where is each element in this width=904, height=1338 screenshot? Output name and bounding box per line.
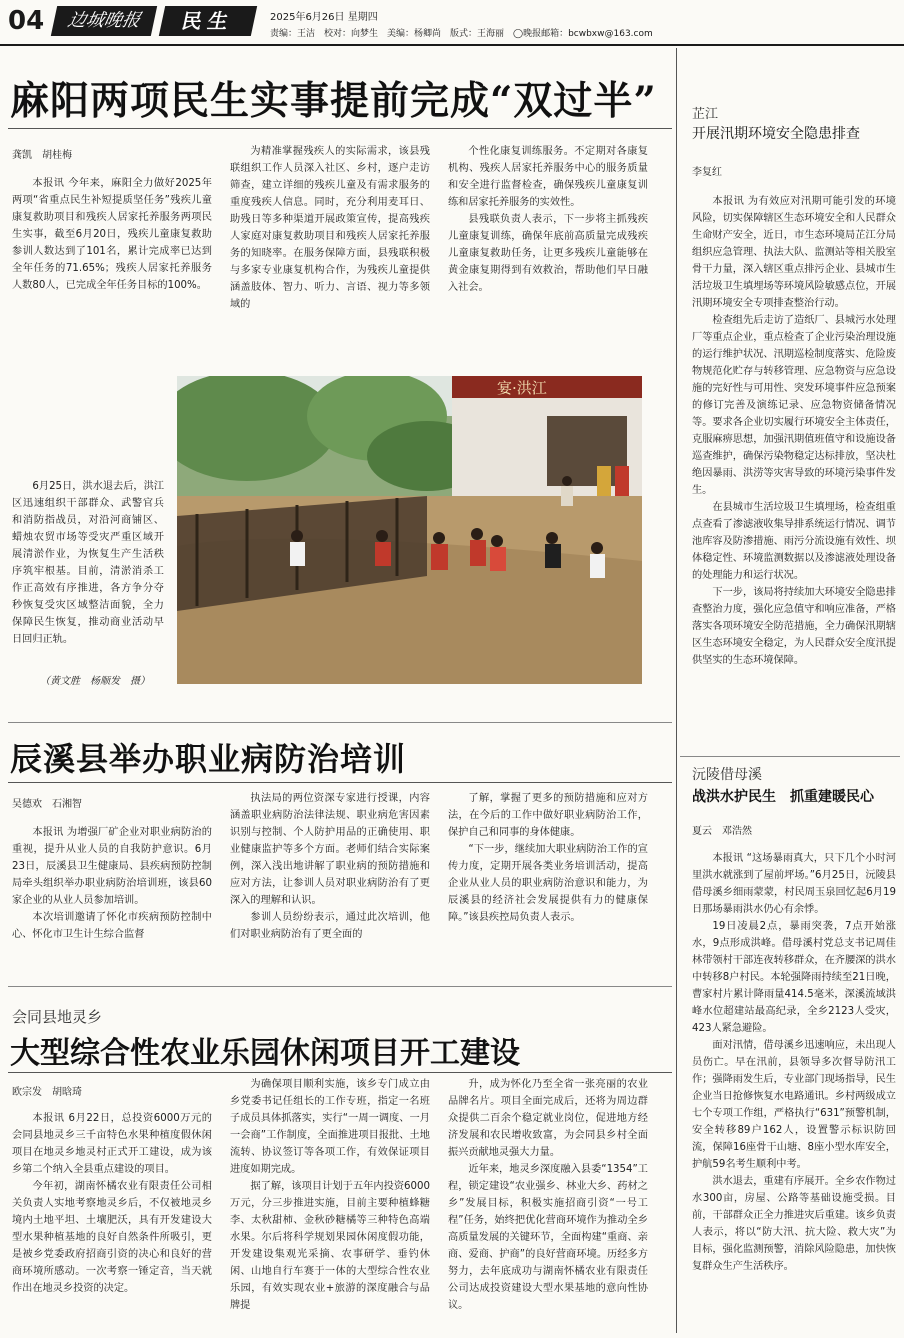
paper-name-logo: 边城晚报 bbox=[51, 6, 157, 36]
sidebar1-kicker: 芷江 bbox=[692, 107, 719, 122]
restaurant-sign-text: 宴·洪江 bbox=[497, 379, 547, 397]
article1-col3: 个性化康复训练服务。不定期对各康复机构、残疾人居家托养服务中心的服务质量和安全进行监督检查，确保残疾儿童康复训练和居家托养服务的实效性。 县残联负责人表示，下一步将主抓残疾儿童康复训练，确保年底前高质量完成残疾儿童康复救助任务，让更多残疾儿童能够在黄金康复期得到有效救治，帮助他们早日融入社会。 bbox=[448, 146, 648, 293]
article2-col2: 执法局的两位资深专家进行授课，内容涵盖职业病防治法律法规、职业病危害因素识别与控制、个人防护用品的正确使用、职业健康监护等多个方面。老师们结合实际案例，深入浅出地讲解了职业病的预防措施和应对方法，让参训人员对职业病防治有了更深入的理解和认识。 参训人员纷纷表示，通过此次培训，他们对职业病防治有了更全面的 bbox=[230, 793, 430, 940]
article1-title-rule bbox=[8, 128, 672, 129]
masthead bbox=[0, 0, 904, 46]
article2-title: 辰溪县举办职业病防治培训 bbox=[10, 740, 407, 778]
article2-col1: 本报讯 为增强厂矿企业对职业病防治的重视，提升从业人员的自我防护意识。6月23日，辰溪县卫生健康局、县疾病预防控制局牵头组织举办职业病防治培训班，该县60家企业的从业人员参加培训。 本次培训邀请了怀化市疾病预防控制中心、怀化市卫生计生综合监督 bbox=[12, 827, 212, 940]
article2-title-rule bbox=[8, 782, 672, 783]
issue-date: 2025年6月26日 星期四 bbox=[270, 12, 378, 23]
page-number: 04 bbox=[8, 6, 45, 36]
editorial-staff: 责编：王洁 校对：向梦生 美编：杨卿尚 版式：王海丽 ◯晚报邮箱：bcwbxw@163.com bbox=[270, 29, 653, 39]
sidebar-rule bbox=[680, 756, 900, 757]
photo-illustration bbox=[177, 376, 642, 684]
article2-byline: 吴德欢 石湘智 bbox=[12, 799, 82, 810]
article3-title: 大型综合性农业乐园休闲项目开工建设 bbox=[10, 1036, 520, 1071]
flood-cleanup-photo bbox=[177, 376, 642, 684]
article3-byline: 欧宗发 胡晗琦 bbox=[12, 1087, 82, 1098]
article2-col3: 了解，掌握了更多的预防措施和应对方法，在今后的工作中做好职业病防治工作，保护自己和同事的身体健康。 “下一步，继续加大职业病防治工作的宣传力度，定期开展各类业务培训活动，提高企业从业人员的职业病防治意识和能力，为辰溪县的经济社会发展提供有力的健康保障。”该县疾控局负责人表示。 bbox=[448, 793, 648, 923]
article3-col2: 为确保项目顺利实施，该乡专门成立由乡党委书记任组长的工作专班，指定一名班子成员具体抓落实，实行“一周一调度、一月一会商”工作制度，全面推进项目报批、土地流转、协议签订等各项工作，有效保证项目进度如期完成。 据了解，该项目计划于五年内投资6000万元，分三步推进实施，目前主要种植蜂糖李、太秋甜柿、金秋砂糖橘等三种特色高端水果。尔后将科学规划果园休闲度假功能，开发建设集观光采摘、农事研学、垂钓休闲、山地自行车赛于一体的大型综合性农业乐园，有效实现农业+旅游的深度融合与品牌提 bbox=[230, 1079, 430, 1311]
article3-col3: 升，成为怀化乃至全省一张亮丽的农业品牌名片。项目全面完成后，还将为周边群众提供二百余个稳定就业岗位，促进地方经济发展和农民增收致富，为会同县乡村全面振兴贡献地灵强大力量。 近年来，地灵乡深度融入县委“1354”工程，锁定建设“农业强乡、林业大乡、药材之乡”发展目标，积极实施招商引资“一号工程”任务，始终把优化营商环境作为推动全乡高质量发展的关键环节，全面构建“重商、亲商、爱商、护商”的良好营商环境。历经多方努力，去年底成功与湖南怀橘农业有限责任公司达成投资建设大型水果基地的意向性协议。 bbox=[448, 1079, 648, 1311]
photo-caption: 6月25日，洪水退去后，洪江区迅速组织干部群众、武警官兵和消防指战员，对沿河商铺区、蜡烛农贸市场等受灾严重区域开展清淤作业，为恢复生产生活秩序筑牢根基。目前，清淤消杀工作正高效有序推进，各方争分夺秒恢复受灾区域整洁面貌，全力保障民生恢复，推动商业活动早日回归正轨。 bbox=[12, 481, 164, 645]
section-rule-1 bbox=[8, 722, 672, 723]
article1-col2: 为精准掌握残疾人的实际需求，该县残联组织工作人员深入社区、乡村，逐户走访筛查，建立详细的残疾儿童及有需求服务的重度残疾人信息。同时，充分利用麦耳日、助残日等多种渠道开展政策宣传，提高残疾人家庭对康复救助项目和残疾人居家托养服务的知晓率。在服务保障方面，县残联积极与多家专业康复机构合作，为残疾儿童提供涵盖肢体、智力、听力、言语、视力等多领域的 bbox=[230, 146, 430, 310]
sidebar1-title: 开展汛期环境安全隐患排查 bbox=[692, 126, 860, 142]
article3-kicker: 会同县地灵乡 bbox=[12, 1008, 103, 1026]
sidebar1-body: 本报讯 为有效应对汛期可能引发的环境风险，切实保障辖区生态环境安全和人民群众生命财产安全，近日，市生态环境局芷江分局组织应急管理、执法大队、监测站等相关股室骨干力量，深入辖区重点排污企业、县城市生活垃圾卫生填埋场等环境风险敏感点位，开展汛期环境安全专项排查整治行动。 检查组先后走访了造纸厂、县城污水处理厂等重点企业，重点检查了企业污染治理设施的运行维护状况、汛期巡检制度落实、危险废物规范化贮存与转移管理、应急物资与应急设施的完好性与可用性、突发环境事件应急预案的修订完善及演练记录、应急物资储备情况等。要求各企业切实履行环境安全主体责任，克服麻痹思想，加强汛期值班值守和设施设备巡查维护，确保污染物稳定达标排放，坚决杜绝因暴雨、洪涝等灾害导致的环境污染事件发生。 在县城市生活垃圾卫生填埋场，检查组重点查看了渗滤液收集导排系统运行情况、调节池库容及防渗措施、雨污分流设施有效性、坝体稳定性、环境监测数据以及渗滤液处理设备的处理能力和运行状况。 下一步，该局将持续加大环境安全隐患排查整治力度，强化应急值守和响应准备，严格落实各项环境安全防范措施，全力确保汛期辖区生态环境安全稳定，为人民群众安全度汛提供坚实的生态环境保障。 bbox=[692, 196, 896, 666]
sidebar2-byline: 夏云 邓浩然 bbox=[692, 826, 752, 837]
photo-credit: （黄文胜 杨顺发 摄） bbox=[40, 676, 150, 687]
article1-title: 麻阳两项民生实事提前完成“双过半” bbox=[10, 78, 657, 124]
article1-byline: 龚凯 胡桂梅 bbox=[12, 150, 72, 161]
article1-col1: 本报讯 今年来，麻阳全力做好2025年两项“省重点民生补短提质坚任务”残疾儿童康复救助项目和残疾人居家托养服务两项民生实事，截至6月20日，残疾儿童康复救助参训人数达到了101名，累计完成率已达到全年任务的71.65%；残疾人居家托养服务人数80人，已完成全年任务目标的100%。 bbox=[12, 178, 212, 291]
sidebar2-kicker: 沅陵借母溪 bbox=[692, 767, 762, 783]
section-name: 民生 bbox=[159, 6, 257, 36]
sidebar1-byline: 李复红 bbox=[692, 167, 722, 178]
sidebar2-body: 本报讯 “这场暴雨真大，只下几个小时河里洪水就涨到了屋前坪场。”6月25日，沅陵县借母溪乡细雨蒙蒙，村民周玉泉回忆起6月19日那场暴雨洪水仍心有余悸。 19日凌晨2点，暴雨突袭，7点开始涨水，9点形成洪峰。借母溪村党总支书记周佳林带领村干部连夜转移群众，在齐腰深的洪水中转移8户村民。本轮强降雨持续至21日晚，曹家村片累计降雨量414.5毫米，深溪流域洪峰水位超建站最高纪录，全乡2123人受灾，423人紧急避险。 面对汛情，借母溪乡迅速响应，未出现人员伤亡。早在汛前，县领导多次督导防汛工作；强降雨发生后，专业部门现场指导，民生企业当日抢修恢复水电路通讯。乡村两级成立七个专项工作组，严格执行“631”预警机制，安全转移89户162人，设置警示标识防回流，保障16座骨干山塘、8座小型水库安全，护航59名考生顺利中考。 洪水退去，重建有序展开。全乡农作物过水300亩，房屋、公路等基础设施受损。目前，干部群众正全力推进灾后重建。该乡负责人表示，将以“防大汛、抗大险、救大灾”为目标，强化监测预警，消除风险隐患，加快恢复群众生产生活秩序。 bbox=[692, 853, 896, 1272]
masthead-rule bbox=[0, 44, 904, 46]
section-rule-2 bbox=[8, 986, 672, 987]
sidebar-divider bbox=[676, 48, 677, 1333]
article3-col1: 本报讯 6月22日，总投资6000万元的会同县地灵乡三千亩特色水果种植度假休闲项目在地灵乡地灵村正式开工建设，成为该乡第二个纳入全县重点建设的项目。 今年初，湖南怀橘农业有限责任公司相关负责人实地考察地灵乡后，不仅被地灵乡境内土地平坦、土壤肥沃，具有开发建设大型水果种植基地的良好自然条件所吸引，更是被乡党委政府招商引资的决心和良好的营商环境所感动。一次考察一锤定音，当天就作出在地灵乡投资的决定。 bbox=[12, 1113, 212, 1294]
sidebar2-title: 战洪水护民生 抓重建暖民心 bbox=[692, 789, 874, 805]
article3-title-rule bbox=[8, 1072, 672, 1073]
